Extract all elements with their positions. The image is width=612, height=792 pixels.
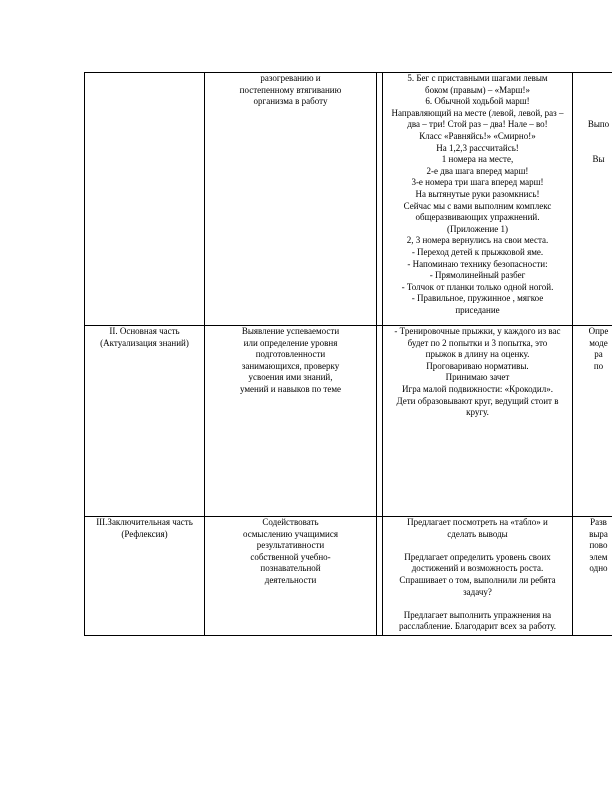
cell-text-line: занимающихся, проверку [241, 360, 340, 371]
cell-text-line: кругу. [466, 407, 489, 418]
cell-text-line: Сейчас мы с вами выполним комплекс [403, 200, 552, 211]
cell-text-line: приседание [455, 304, 500, 315]
stage-cell [85, 517, 205, 636]
cell-text-line: элем [589, 551, 608, 562]
cell-text-line: постепенному втягиванию [239, 84, 342, 95]
cell-text-line: На вытянутые руки разомкнись! [415, 188, 540, 199]
cell-text-line: выра [589, 528, 608, 539]
table-row [85, 517, 612, 636]
lesson-plan-table [84, 72, 612, 636]
cell-text-line: Игра малой подвижности: «Крокодил». [402, 383, 553, 394]
student-activity-cell [573, 326, 612, 517]
cell-text-line: Проговариваю нормативы. [426, 360, 529, 371]
cell-text-line: будет по 2 попытки и 3 попытка, это [407, 337, 548, 348]
cell-text-line: 5. Бег с приставными шагами левым [407, 73, 548, 83]
cell-text-line: моде [589, 337, 608, 348]
table-row [85, 73, 612, 326]
cell-text-line: - Тренировочные прыжки, у каждого из вас [394, 326, 561, 336]
cell-text-line: познавательной [260, 563, 321, 574]
goal-cell [205, 517, 377, 636]
cell-text-line [576, 143, 612, 155]
teacher-activity-cell [383, 326, 573, 517]
cell-text-line: задачу? [463, 586, 492, 597]
cell-text-line: расслабление. Благодарит всех за работу. [398, 621, 557, 632]
cell-text-line: Спрашивает о том, выполнили ли ребята [399, 574, 556, 585]
cell-text-line: - Прямолинейный разбег [429, 270, 526, 281]
cell-text-line [386, 540, 569, 552]
goal-cell [205, 73, 377, 326]
cell-text-line: Направляющий на месте (левой, левой, раз – [391, 107, 564, 118]
cell-text-line: 3-е номера три шага вперед марш! [411, 177, 544, 188]
cell-text-line: Класс «Равняйсь!» «Смирно!» [419, 130, 536, 141]
cell-text-line: Разв [590, 517, 607, 527]
cell-text-line: Выявление успеваемости [241, 326, 340, 336]
cell-text-line: организма в работу [253, 96, 328, 107]
cell-text-line [576, 96, 612, 108]
cell-text-line: Опре [588, 326, 609, 336]
cell-text-line: - Толчок от планки только одной ногой. [401, 281, 554, 292]
stage-cell [85, 326, 205, 517]
cell-text-line: 1 номера на месте, [441, 154, 514, 165]
cell-text-line: Вы [592, 154, 605, 165]
cell-text-line: Дети образовывают круг, ведущий стоит в [396, 395, 559, 406]
cell-text-line: умений и навыков по теме [239, 383, 342, 394]
cell-text-line: два – три! Стой раз – два! Нале – во! [407, 119, 548, 130]
cell-text-line: Предлагает посмотреть на «табло» и [407, 517, 548, 527]
cell-text-line: прыжок в длину на оценку. [425, 349, 530, 360]
cell-text-line: сделать выводы [447, 528, 508, 539]
cell-text-line: или определение уровня [243, 337, 338, 348]
cell-text-line: Предлагает выполнить упражнения на [403, 609, 552, 620]
cell-text-line [576, 73, 612, 85]
table-row [85, 326, 612, 517]
cell-text-line: III.Заключительная часть [96, 517, 193, 527]
cell-text-line: Принимаю зачет [445, 372, 510, 383]
cell-text-line: Содействовать [262, 517, 319, 527]
cell-text-line [576, 108, 612, 120]
cell-text-line: II. Основная часть [109, 326, 180, 336]
cell-text-line: - Напоминаю технику безопасности: [407, 258, 548, 269]
cell-text-line: одно [589, 563, 608, 574]
cell-text-line: деятельности [264, 574, 317, 585]
cell-text-line: пово [589, 540, 608, 551]
cell-text-line [576, 85, 612, 97]
cell-text-line: усвоения ими знаний, [248, 372, 333, 383]
stage-cell [85, 73, 205, 326]
cell-text-line: (Рефлексия) [121, 528, 168, 539]
cell-text-line: 2-е два шага вперед марш! [426, 165, 529, 176]
cell-text-line: (Приложение 1) [446, 223, 509, 234]
cell-text-line: ра [594, 349, 603, 360]
cell-text-line: (Актуализация знаний) [100, 337, 189, 348]
cell-text-line: На 1,2,3 рассчитайсь! [436, 142, 519, 153]
cell-text-line [576, 131, 612, 143]
cell-text-line: достижений и возможность роста. [411, 563, 544, 574]
cell-text-line: подготовленности [255, 349, 326, 360]
cell-text-line: 2, 3 номера вернулись на свои места. [406, 235, 549, 246]
cell-text-line: боком (правым) – «Марш!» [425, 84, 530, 95]
teacher-activity-cell [383, 517, 573, 636]
cell-text-line: разогреванию и [260, 73, 321, 83]
cell-text-line [386, 598, 569, 610]
cell-text-line: Предлагает определить уровень своих [404, 551, 551, 562]
student-activity-cell [573, 517, 612, 636]
cell-text-line: результативности [256, 540, 325, 551]
cell-text-line: по [593, 360, 604, 371]
cell-text-line: общеразвивающих упражнений. [415, 212, 540, 223]
cell-text-line: Выпо [587, 119, 610, 130]
teacher-activity-cell [383, 73, 573, 326]
goal-cell [205, 326, 377, 517]
cell-text-line: - Правильное, пружинное , мягкое [411, 293, 544, 304]
student-activity-cell [573, 73, 612, 326]
cell-text-line: 6. Обычной ходьбой марш! [425, 96, 530, 107]
cell-text-line: - Переход детей к прыжковой яме. [411, 246, 544, 257]
cell-text-line: собственной учебно- [250, 551, 331, 562]
cell-text-line: осмыслению учащимися [243, 528, 338, 539]
